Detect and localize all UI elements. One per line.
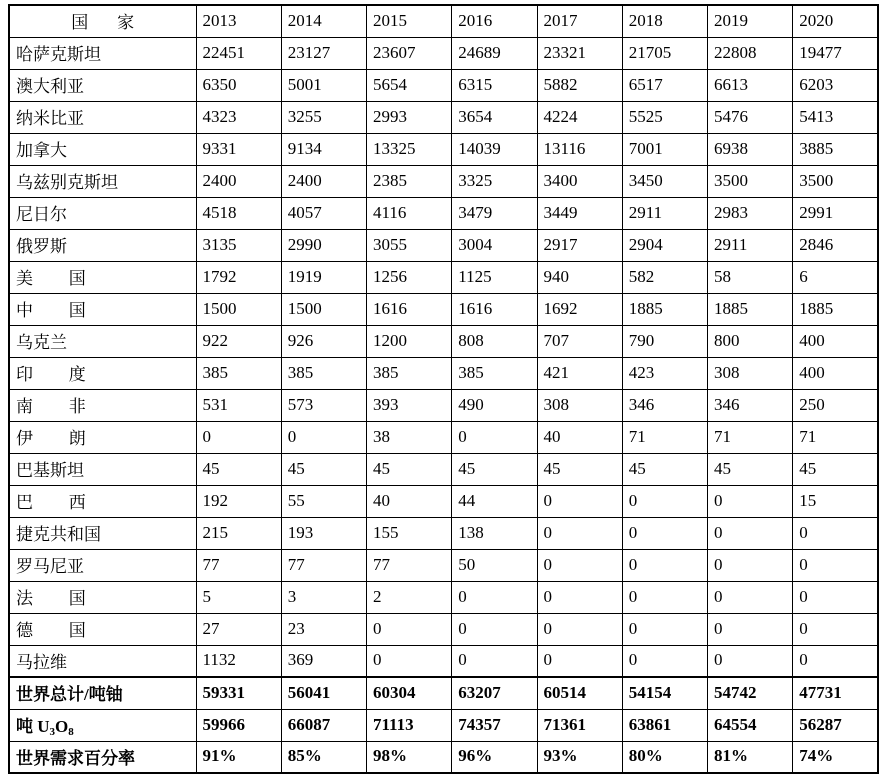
value-2018: 63861 [622, 709, 707, 741]
value-2014: 3255 [281, 101, 366, 133]
value-2016: 3004 [452, 229, 537, 261]
value-2020: 47731 [793, 677, 878, 709]
value-2019: 5476 [708, 101, 793, 133]
value-2015: 98% [367, 741, 452, 773]
value-2013: 0 [196, 421, 281, 453]
summary-row-world-total [9, 677, 878, 709]
table-row [9, 101, 878, 133]
value-2014: 1500 [281, 293, 366, 325]
value-2017: 23321 [537, 37, 622, 69]
value-2018: 2904 [622, 229, 707, 261]
value-2014: 369 [281, 645, 366, 677]
value-2016: 6315 [452, 69, 537, 101]
value-2014: 85% [281, 741, 366, 773]
value-2014: 45 [281, 453, 366, 485]
table-row [9, 549, 878, 581]
value-2016: 45 [452, 453, 537, 485]
value-2014: 9134 [281, 133, 366, 165]
value-2014: 926 [281, 325, 366, 357]
table-row [9, 389, 878, 421]
table-row [9, 69, 878, 101]
value-2020: 0 [793, 517, 878, 549]
country-label: 澳大利亚 [9, 69, 196, 101]
uranium-production-table [8, 4, 879, 774]
value-2020: 3500 [793, 165, 878, 197]
table-row [9, 421, 878, 453]
value-2019: 0 [708, 549, 793, 581]
table-row [9, 261, 878, 293]
value-2020: 56287 [793, 709, 878, 741]
value-2018: 1885 [622, 293, 707, 325]
value-2015: 2385 [367, 165, 452, 197]
value-2014: 1919 [281, 261, 366, 293]
value-2018: 423 [622, 357, 707, 389]
value-2014: 573 [281, 389, 366, 421]
value-2014: 385 [281, 357, 366, 389]
value-2019: 54742 [708, 677, 793, 709]
value-2018: 45 [622, 453, 707, 485]
value-2017: 707 [537, 325, 622, 357]
value-2016: 3479 [452, 197, 537, 229]
value-2013: 922 [196, 325, 281, 357]
country-label: 伊 朗 [9, 421, 196, 453]
value-2019: 58 [708, 261, 793, 293]
value-2017: 0 [537, 517, 622, 549]
country-label: 南 非 [9, 389, 196, 421]
column-header-2016: 2016 [452, 5, 537, 37]
value-2017: 45 [537, 453, 622, 485]
value-2016: 3654 [452, 101, 537, 133]
value-2016: 74357 [452, 709, 537, 741]
value-2014: 77 [281, 549, 366, 581]
value-2020: 2991 [793, 197, 878, 229]
value-2015: 155 [367, 517, 452, 549]
value-2018: 5525 [622, 101, 707, 133]
value-2016: 490 [452, 389, 537, 421]
country-label: 捷克共和国 [9, 517, 196, 549]
value-2016: 0 [452, 613, 537, 645]
column-header-2013: 2013 [196, 5, 281, 37]
value-2016: 14039 [452, 133, 537, 165]
country-label: 乌兹别克斯坦 [9, 165, 196, 197]
value-2013: 91% [196, 741, 281, 773]
value-2015: 385 [367, 357, 452, 389]
value-2015: 60304 [367, 677, 452, 709]
value-2017: 0 [537, 485, 622, 517]
table-row [9, 165, 878, 197]
value-2017: 71361 [537, 709, 622, 741]
value-2020: 19477 [793, 37, 878, 69]
value-2013: 192 [196, 485, 281, 517]
country-label: 德 国 [9, 613, 196, 645]
country-label: 巴基斯坦 [9, 453, 196, 485]
value-2014: 23127 [281, 37, 366, 69]
value-2019: 0 [708, 581, 793, 613]
value-2018: 0 [622, 581, 707, 613]
value-2019: 3500 [708, 165, 793, 197]
table-header [9, 5, 878, 37]
value-2017: 308 [537, 389, 622, 421]
value-2015: 23607 [367, 37, 452, 69]
value-2013: 3135 [196, 229, 281, 261]
value-2013: 59966 [196, 709, 281, 741]
value-2020: 400 [793, 325, 878, 357]
country-label: 乌克兰 [9, 325, 196, 357]
summary-label: 吨 $U_3O_8$ [9, 709, 196, 741]
country-label: 哈萨克斯坦 [9, 37, 196, 69]
value-2020: 45 [793, 453, 878, 485]
value-2020: 400 [793, 357, 878, 389]
value-2014: 3 [281, 581, 366, 613]
value-2019: 0 [708, 645, 793, 677]
value-2017: 421 [537, 357, 622, 389]
value-2020: 15 [793, 485, 878, 517]
value-2015: 1256 [367, 261, 452, 293]
value-2015: 0 [367, 613, 452, 645]
country-label: 纳米比亚 [9, 101, 196, 133]
country-label: 俄罗斯 [9, 229, 196, 261]
value-2019: 0 [708, 517, 793, 549]
value-2017: 5882 [537, 69, 622, 101]
value-2015: 4116 [367, 197, 452, 229]
value-2016: 44 [452, 485, 537, 517]
summary-row-tons-u3o8 [9, 709, 878, 741]
value-2014: 66087 [281, 709, 366, 741]
value-2016: 1616 [452, 293, 537, 325]
value-2019: 308 [708, 357, 793, 389]
value-2016: 50 [452, 549, 537, 581]
value-2013: 22451 [196, 37, 281, 69]
column-header-2020: 2020 [793, 5, 878, 37]
value-2015: 1200 [367, 325, 452, 357]
value-2020: 3885 [793, 133, 878, 165]
table-row [9, 517, 878, 549]
value-2016: 0 [452, 645, 537, 677]
value-2018: 71 [622, 421, 707, 453]
value-2018: 582 [622, 261, 707, 293]
column-header-2017: 2017 [537, 5, 622, 37]
value-2017: 3449 [537, 197, 622, 229]
value-2015: 40 [367, 485, 452, 517]
country-label: 罗马尼亚 [9, 549, 196, 581]
table-row [9, 229, 878, 261]
value-2014: 193 [281, 517, 366, 549]
value-2017: 13116 [537, 133, 622, 165]
value-2016: 385 [452, 357, 537, 389]
value-2013: 385 [196, 357, 281, 389]
value-2017: 940 [537, 261, 622, 293]
value-2015: 2993 [367, 101, 452, 133]
value-2020: 5413 [793, 101, 878, 133]
country-label: 印 度 [9, 357, 196, 389]
value-2015: 3055 [367, 229, 452, 261]
country-label: 中 国 [9, 293, 196, 325]
column-header-2015: 2015 [367, 5, 452, 37]
value-2020: 1885 [793, 293, 878, 325]
value-2019: 2983 [708, 197, 793, 229]
value-2014: 0 [281, 421, 366, 453]
value-2018: 54154 [622, 677, 707, 709]
value-2018: 0 [622, 613, 707, 645]
value-2019: 0 [708, 613, 793, 645]
value-2019: 64554 [708, 709, 793, 741]
value-2013: 5 [196, 581, 281, 613]
table-row [9, 133, 878, 165]
column-header-country: 国 家 [9, 5, 196, 37]
value-2013: 1792 [196, 261, 281, 293]
value-2016: 63207 [452, 677, 537, 709]
value-2014: 23 [281, 613, 366, 645]
value-2015: 5654 [367, 69, 452, 101]
value-2015: 393 [367, 389, 452, 421]
value-2018: 346 [622, 389, 707, 421]
value-2019: 45 [708, 453, 793, 485]
value-2020: 6203 [793, 69, 878, 101]
value-2016: 3325 [452, 165, 537, 197]
value-2015: 1616 [367, 293, 452, 325]
value-2020: 0 [793, 549, 878, 581]
value-2019: 71 [708, 421, 793, 453]
value-2020: 74% [793, 741, 878, 773]
value-2018: 790 [622, 325, 707, 357]
value-2015: 38 [367, 421, 452, 453]
value-2019: 22808 [708, 37, 793, 69]
value-2013: 27 [196, 613, 281, 645]
value-2016: 808 [452, 325, 537, 357]
value-2017: 93% [537, 741, 622, 773]
value-2019: 6938 [708, 133, 793, 165]
value-2015: 2 [367, 581, 452, 613]
value-2019: 0 [708, 485, 793, 517]
value-2015: 13325 [367, 133, 452, 165]
table-row [9, 581, 878, 613]
value-2020: 0 [793, 613, 878, 645]
value-2015: 45 [367, 453, 452, 485]
value-2013: 9331 [196, 133, 281, 165]
value-2014: 2400 [281, 165, 366, 197]
value-2017: 60514 [537, 677, 622, 709]
value-2019: 1885 [708, 293, 793, 325]
value-2020: 6 [793, 261, 878, 293]
value-2020: 0 [793, 645, 878, 677]
table-row [9, 645, 878, 677]
table-row [9, 37, 878, 69]
value-2017: 1692 [537, 293, 622, 325]
value-2013: 4518 [196, 197, 281, 229]
table-row [9, 485, 878, 517]
value-2013: 2400 [196, 165, 281, 197]
value-2020: 0 [793, 581, 878, 613]
table-row [9, 293, 878, 325]
table-row [9, 613, 878, 645]
value-2017: 0 [537, 549, 622, 581]
value-2016: 24689 [452, 37, 537, 69]
value-2015: 0 [367, 645, 452, 677]
column-header-2019: 2019 [708, 5, 793, 37]
value-2019: 81% [708, 741, 793, 773]
value-2017: 0 [537, 581, 622, 613]
country-label: 巴 西 [9, 485, 196, 517]
value-2020: 71 [793, 421, 878, 453]
country-label: 法 国 [9, 581, 196, 613]
country-label: 美 国 [9, 261, 196, 293]
value-2013: 531 [196, 389, 281, 421]
column-header-2018: 2018 [622, 5, 707, 37]
value-2014: 4057 [281, 197, 366, 229]
value-2013: 77 [196, 549, 281, 581]
value-2013: 215 [196, 517, 281, 549]
value-2014: 5001 [281, 69, 366, 101]
value-2016: 0 [452, 421, 537, 453]
value-2019: 800 [708, 325, 793, 357]
value-2017: 4224 [537, 101, 622, 133]
value-2017: 3400 [537, 165, 622, 197]
value-2014: 55 [281, 485, 366, 517]
value-2016: 138 [452, 517, 537, 549]
value-2016: 1125 [452, 261, 537, 293]
value-2018: 6517 [622, 69, 707, 101]
value-2019: 2911 [708, 229, 793, 261]
summary-row-world-demand-percent [9, 741, 878, 773]
value-2018: 2911 [622, 197, 707, 229]
value-2017: 2917 [537, 229, 622, 261]
value-2020: 250 [793, 389, 878, 421]
value-2015: 71113 [367, 709, 452, 741]
value-2018: 80% [622, 741, 707, 773]
table-row [9, 197, 878, 229]
value-2013: 6350 [196, 69, 281, 101]
value-2014: 2990 [281, 229, 366, 261]
table-row [9, 357, 878, 389]
value-2018: 3450 [622, 165, 707, 197]
table-header-row [9, 5, 878, 37]
value-2017: 0 [537, 613, 622, 645]
table-row [9, 325, 878, 357]
value-2013: 45 [196, 453, 281, 485]
value-2018: 0 [622, 485, 707, 517]
country-label: 加拿大 [9, 133, 196, 165]
value-2018: 0 [622, 549, 707, 581]
column-header-2014: 2014 [281, 5, 366, 37]
value-2013: 59331 [196, 677, 281, 709]
value-2015: 77 [367, 549, 452, 581]
summary-label: 世界需求百分率 [9, 741, 196, 773]
value-2018: 7001 [622, 133, 707, 165]
value-2018: 0 [622, 517, 707, 549]
value-2013: 1132 [196, 645, 281, 677]
value-2013: 4323 [196, 101, 281, 133]
value-2018: 21705 [622, 37, 707, 69]
value-2016: 96% [452, 741, 537, 773]
value-2018: 0 [622, 645, 707, 677]
value-2017: 40 [537, 421, 622, 453]
value-2016: 0 [452, 581, 537, 613]
table-row [9, 453, 878, 485]
table-body [9, 37, 878, 773]
country-label: 尼日尔 [9, 197, 196, 229]
summary-label: 世界总计/吨铀 [9, 677, 196, 709]
value-2019: 346 [708, 389, 793, 421]
value-2019: 6613 [708, 69, 793, 101]
value-2014: 56041 [281, 677, 366, 709]
value-2020: 2846 [793, 229, 878, 261]
country-label: 马拉维 [9, 645, 196, 677]
value-2013: 1500 [196, 293, 281, 325]
value-2017: 0 [537, 645, 622, 677]
